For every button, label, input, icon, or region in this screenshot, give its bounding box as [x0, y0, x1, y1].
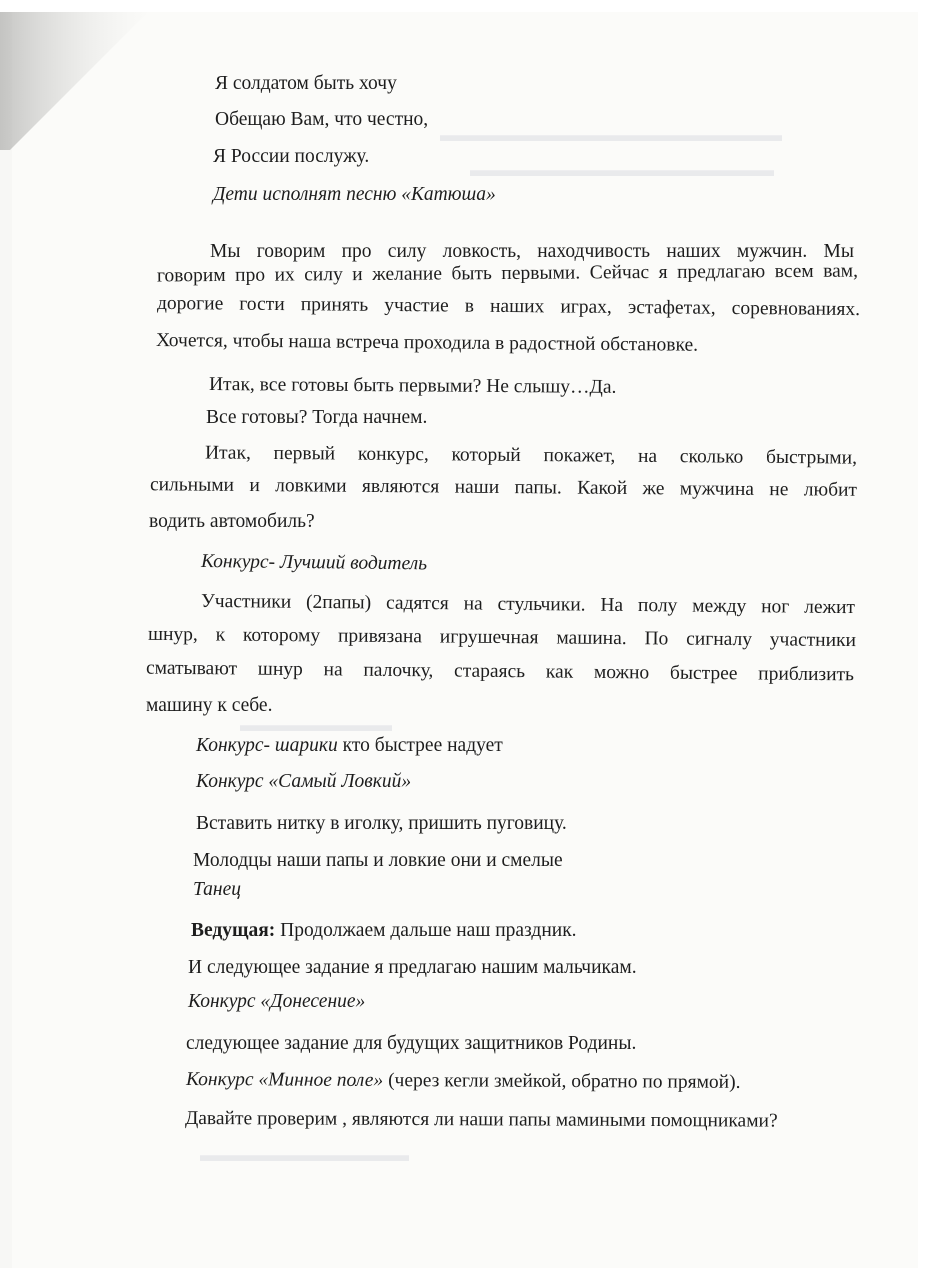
- text-line: машину к себе.: [146, 695, 273, 716]
- text-line: Давайте проверим , являются ли наши папы мамиными помощниками?: [184, 1108, 778, 1132]
- contest-desc: (через кегли змейкой, обратно по прямой).: [383, 1070, 741, 1093]
- speaker-label: Ведущая:: [191, 920, 276, 941]
- speaker-text: Продолжаем дальше наш праздник.: [275, 920, 577, 941]
- bleed-through: ▬▬▬▬▬▬▬▬▬▬▬▬▬▬▬▬▬▬: [440, 125, 782, 146]
- text-line: Конкурс «Донесение»: [188, 991, 366, 1012]
- text-line: Я России послужу.: [213, 146, 370, 167]
- text-line: следующее задание для будущих защитников Родины.: [186, 1033, 637, 1054]
- text-line: водить автомобиль?: [149, 511, 315, 532]
- bleed-through: ▬▬▬▬▬▬▬▬▬▬▬: [200, 1145, 409, 1166]
- contest-title: Конкурс- шарики: [196, 735, 338, 756]
- text-line: Конкурс- Лучший водитель: [200, 551, 428, 575]
- text-line: [191, 919, 577, 943]
- text-line: шнур, к которому привязана игрушечная машина. По сигналу участники: [147, 623, 857, 652]
- text-line: Я солдатом быть хочу: [215, 73, 397, 94]
- text-line: Итак, все готовы быть первыми? Не слышу…Да.: [208, 374, 617, 398]
- text-line: Дети исполнят песню «Катюша»: [213, 184, 496, 205]
- text-line: Обещаю Вам, что честно,: [215, 109, 429, 130]
- text-line: [196, 734, 503, 758]
- text-line: Участники (2папы) садятся на стульчики. На полу между ног лежит: [200, 590, 856, 619]
- text-line: Молодцы наши папы и ловкие они и смелые: [193, 850, 563, 871]
- bleed-through: ▬▬▬▬▬▬▬▬: [240, 715, 392, 736]
- contest-desc: кто быстрее надует: [337, 735, 503, 756]
- text-line: И следующее задание я предлагаю нашим мальчикам.: [188, 957, 637, 978]
- text-line: сильными и ловкими являются наши папы. Какой же мужчина не любит: [149, 474, 858, 501]
- text-line: говорим про их силу и желание быть первыми. Сейчас я предлагаю всем вам,: [156, 260, 859, 287]
- text-line: Итак, первый конкурс, который покажет, на сколько быстрыми,: [204, 442, 858, 469]
- text-line: [186, 1068, 741, 1095]
- text-line: дорогие гости принять участие в наших играх, эстафетах, соревнованиях.: [156, 292, 861, 321]
- text-line: Все готовы? Тогда начнем.: [206, 407, 428, 428]
- text-line: Вставить нитку в иголку, пришить пуговицу.: [196, 813, 567, 834]
- contest-title: Конкурс «Минное поле»: [185, 1069, 384, 1092]
- text-line: Хочется, чтобы наша встреча проходила в радостной обстановке.: [155, 330, 699, 356]
- text-line: сматывают шнур на палочку, стараясь как можно быстрее приблизить: [145, 657, 855, 686]
- bleed-through: ▬▬▬▬▬▬▬▬▬▬▬▬▬▬▬▬: [470, 160, 774, 181]
- text-line: Конкурс «Самый Ловкий»: [196, 771, 412, 792]
- text-line: Танец: [193, 879, 241, 900]
- text-line: Мы говорим про силу ловкость, находчивость наших мужчин. Мы: [210, 241, 854, 262]
